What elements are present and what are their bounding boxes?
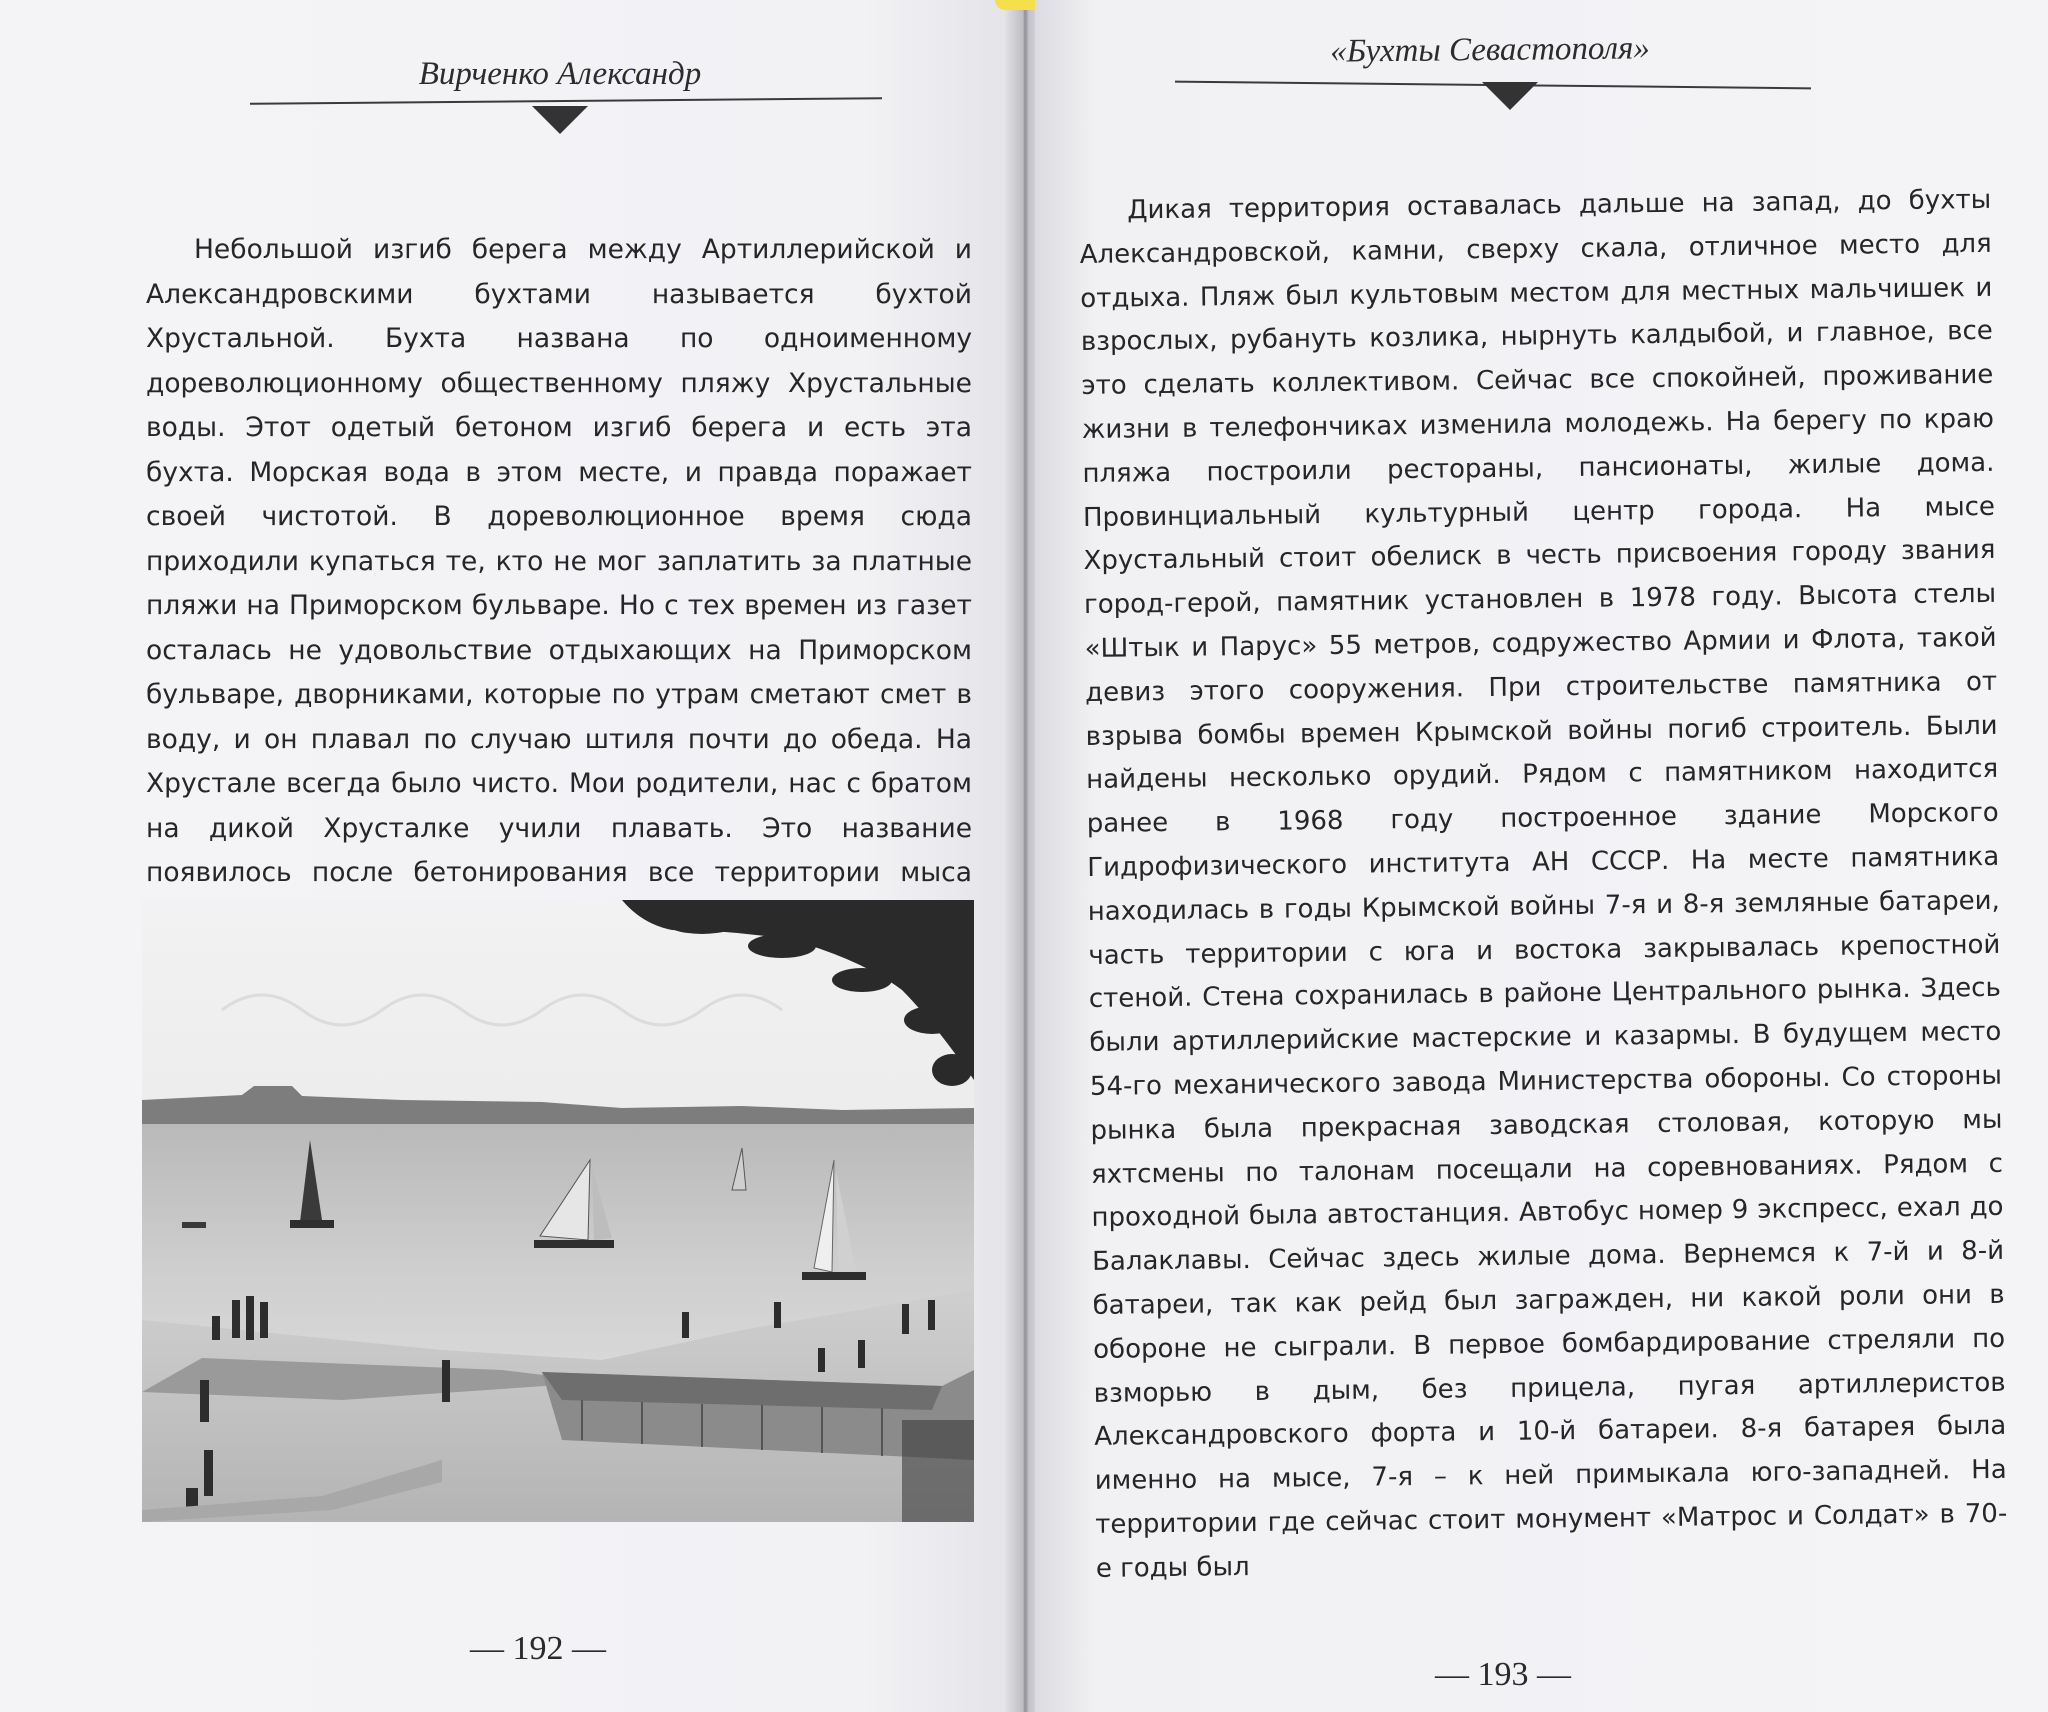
left-head-ornament <box>532 106 588 134</box>
left-head-rule <box>250 97 882 105</box>
right-head-ornament <box>1482 82 1538 110</box>
right-page-number: — 193 — <box>1435 1656 1571 1693</box>
right-paragraph: Дикая территория оставалась дальше на запад, до бухты Александровской, камни, сверху скала, отличное место для отдыха. Пляж был культовым местом для местных мальчишек и взрослых, рубануть козлика, нырнуть калдыбой, и главное, все это сделать коллективом. Сейчас все спокойней, проживание жизни в телефончиках изменила молодежь. На берегу по краю пляжа построили рестораны, пансионаты, жилые дома. Провинциальный культурный центр города. На мысе Хрустальный стоит обелиск в честь присвоения городу звания город-герой, памятник установлен в 1978 году. Высота стелы «Штык и Парус» 55 метров, содружество Армии и Флота, такой девиз этого сооружения. При строительстве памятника от взрыва бомбы времен Крымской войны погиб строитель. Были найдены несколько орудий. Рядом с памятником находится ранее в 1968 году построенное здание Морского Гидрофизического института АН СССР. На месте памятника находилась в годы Крымской войны 7-я и 8-я земляные батареи, часть территории с юга и востока закрывалась крепостной стеной. Стена сохранилась в районе Центрального рынка. Здесь были артиллерийские мастерские и казармы. В будущем место 54-го механического завода Министерства обороны. Со стороны рынка была прекрасная заводская столовая, которую мы яхтсмены по талонам посещали на соревнованиях. Рядом с проходной была автостанция. Автобус номер 9 экспресс, ехал до Балаклавы. Сейчас здесь жилые дома. Вернемся к 7-й и 8-й батареи, так как рейд был загражден, ни какой роли они в обороне не сыграли. В первое бомбардирование стреляли по взморью в дым, без прицела, пугая артиллеристов Александровского форта и 10-й батареи. 8-я батарея была именно на мысе, 7-я – к ней примыкала юго-западней. На территории где сейчас стоит монумент «Матрос и Солдат» в 70-е годы был <box>1079 184 2008 1584</box>
left-page-number: — 192 — <box>470 1630 606 1667</box>
left-running-head: Вирченко Александр <box>418 56 702 92</box>
left-page <box>0 0 1015 1712</box>
left-body-text <box>146 228 972 940</box>
right-body-text <box>1079 179 2008 1592</box>
right-running-head: «Бухты Севастополя» <box>1329 30 1651 70</box>
right-page <box>1035 0 2048 1712</box>
beach-photo <box>142 900 974 1522</box>
left-paragraph: Небольшой изгиб берега между Артиллерийской и Александровскими бухтами называется бухтой Хрустальной. Бухта названа по одноименному дореволюционному общественному пляжу Хрустальные воды. Этот одетый бетоном изгиб берега и есть эта бухта. Морская вода в этом месте, и правда поражает своей чистотой. В дореволюционное время сюда приходили купаться те, кто не мог заплатить за платные пляжи на Приморском бульваре. Но с тех времен из газет осталась не удовольствие отдыхающих на Приморском бульваре, дворниками, которые по утрам сметают смет в воду, и он плавал по случаю штиля почти до обеда. На Хрустале всегда было чисто. Мои родители, нас с братом на дикой Хрусталке учили плавать. Это название появилось после бетонирования все территории мыса <box>146 234 972 888</box>
